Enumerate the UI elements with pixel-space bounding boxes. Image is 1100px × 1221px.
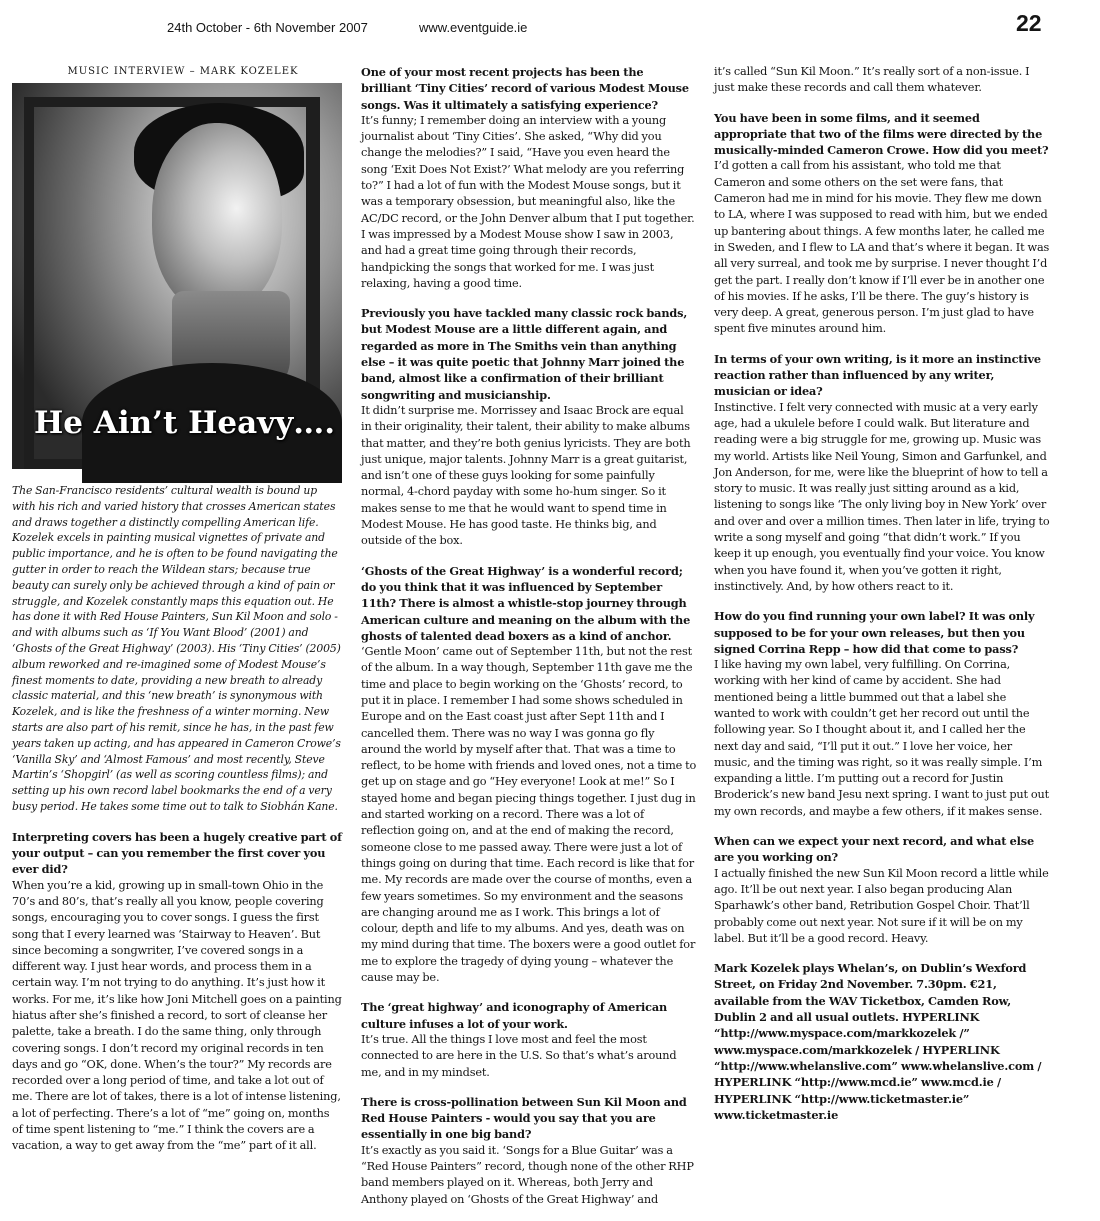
question: When can we expect your next record, and what else are you working on? <box>714 834 1035 865</box>
qa-item <box>361 563 697 987</box>
intro-paragraph: The San-Francisco residents’ cultural wealth is bound up with his rich and varied history that crosses American states and draws together a distinctly compelling American life. Kozelek excels in painting musical vignettes of private and public importance, and he is often to be found navigating the gutter in order to reach the Wildean stars; because true beauty can surely only be achieved through a kind of pain or struggle, and Kozelek constantly maps this equation out. He has done it with Red House Painters, Sun Kil Moon and solo - and with albums such as ‘If You Want Blood’ (2001) and ‘Ghosts of the Great Highway’ (2003). His ‘Tiny Cities’ (2005) album reworked and re-imagined some of Modest Mouse’s finest moments to date, providing a new breath to already classic material, and this ‘new breath’ is synonymous with Kozelek, and is like the freshness of a winter morning. New starts are also part of his remit, since he has, in the past few years taken up acting, and has appeared in Cameron Crowe’s ‘Vanilla Sky’ and ‘Almost Famous’ and most recently, Steve Martin’s ‘Shopgirl’ (as well as scoring countless films); and setting up his own record label bookmarks the end of a very busy period. He takes some time out to talk to Siobhán Kane. <box>12 484 341 813</box>
qa-item <box>12 829 342 1155</box>
photo-face <box>152 123 282 313</box>
header-url[interactable]: www.eventguide.ie <box>419 20 528 35</box>
answer: I actually finished the new Sun Kil Moon record a little while ago. It’ll be out next year. I also began producing Alan Sparhawk’s other band, Retribution Gospel Choir. That’ll probably come out next year. Not sure if it will be on my label. But it’ll be a good record. Heavy. <box>714 866 1049 945</box>
qa-item <box>361 305 697 549</box>
article-headline: He Ain’t Heavy…. <box>34 405 335 441</box>
column-3 <box>714 64 1050 1123</box>
question: One of your most recent projects has been the brilliant ‘Tiny Cities’ record of various Modest Mouse songs. Was it ultimately a satisfying experience? <box>361 65 689 112</box>
answer: Instinctive. I felt very connected with music at a very early age, had a ukulele before I could walk. But literature and reading were a big struggle for me, growing up. Music was my world. Artists like Neil Young, Simon and Garfunkel, and Jon Anderson, for me, were like the blueprint of how to tell a story to music. It was really just sitting around as a kid, listening to songs like ‘The only living boy in New York’ over and over and over a million times. Then later in life, trying to write a song myself and going “that didn’t work.” If you keep it up enough, you eventually find your voice. You know when you have found it, when you’ve gotten it right, instinctively. And, by how others react to it. <box>714 400 1050 593</box>
column-1 <box>12 66 342 1168</box>
qa-item <box>714 833 1050 947</box>
answer: It’s funny; I remember doing an interview with a young journalist about ‘Tiny Cities’. She asked, “Why did you change the melodies?” I said, “Have you even heard the song ‘Exit Does Not Exist?’ What melody are you referring to?” I had a lot of fun with the Modest Mouse songs, but it was a temporary obsession, but meaningful also, like the AC/DC record, or the John Denver album that I put together. I was impressed by a Modest Mouse show I saw in 2003, and had a great time going through their records, handpicking the songs that worked for me. I was just relaxing, having a good time. <box>361 113 695 290</box>
answer: I like having my own label, very fulfilling. On Corrina, working with her kind of came by accident. She had mentioned being a little bummed out that a label she wanted to work with couldn’t get her record out until the following year. So I thought about it, and I called her the next day and said, “I’ll put it out.” I love her voice, her music, and the timing was right, so it was really simple. I’m expanding a little. I’m putting out a record for Justin Broderick’s new band Jesu next spring. I want to just put out my own records, and maybe a few others, if it makes sense. <box>714 658 1050 818</box>
continued-answer: it’s called “Sun Kil Moon.” It’s really sort of a non-issue. I just make these records and call them whatever. <box>714 65 1030 95</box>
qa-item <box>714 351 1050 595</box>
question: In terms of your own writing, is it more an instinctive reaction rather than influenced by any writer, musician or idea? <box>714 351 1041 399</box>
section-kicker: MUSIC INTERVIEW – MARK KOZELEK <box>67 66 299 77</box>
intro-standfirst <box>12 483 342 815</box>
question: ‘Ghosts of the Great Highway’ is a wonderful record; do you think that it was influenced by September 11th? There is almost a whistle-stop journey through American culture and meaning on the album with the ghosts of talented dead boxers as a kind of anchor. <box>361 563 691 643</box>
qa-item <box>361 64 697 292</box>
question: The ‘great highway’ and iconography of American culture infuses a lot of your work. <box>361 1000 668 1031</box>
page-number: 22 <box>1016 10 1042 36</box>
qa-block-col1 <box>12 829 342 1155</box>
qa-item <box>361 999 697 1080</box>
question: You have been in some films, and it seemed appropriate that two of the films were directed by the musically-minded Cameron Crowe. How did you meet? <box>714 110 1049 158</box>
answer: It didn’t surprise me. Morrissey and Isaac Brock are equal in their originality, their talent, their ability to make albums that matter, and they’re both genius lyricists. They are both just unique, major talents. Johnny Marr is a great guitarist, and isn’t one of these guys looking for some painfully normal, 4-chord payday with some ho-hum singer. So it makes sense to me that he would want to spend time in Modest Mouse. He has good taste. He thinks big, and outside of the box. <box>361 403 691 548</box>
question: There is cross-pollination between Sun Kil Moon and Red House Painters - would you say that you are essentially in one big band? <box>361 1094 687 1142</box>
answer: It’s exactly as you said it. ‘Songs for a Blue Guitar’ was a “Red House Painters” record, though none of the other RHP band members played on it. Whereas, both Jerry and Anthony played on ‘Ghosts of the Great Highway’ and <box>361 1143 694 1206</box>
qa-item <box>714 110 1050 338</box>
answer: I’d gotten a call from his assistant, who told me that Cameron and some others on the set were fans, that Cameron had me in mind for his movie. They flew me down to LA, where I was supposed to read with him, but we ended up bantering about things. A few months later, he called me in Sweden, and I flew to LA and that’s where it began. It was all very surreal, and took me by surprise. I never thought I’d get the part. I really don’t know if I’ll ever be in another one of his movies. If he asks, I’ll be there. The guy’s history is very deep. A great, generous person. I’m just glad to have spent five minutes around him. <box>714 159 1050 336</box>
question: How do you find running your own label? It was only supposed to be for your own releases, but then you signed Corrina Repp – how did that come to pass? <box>714 609 1035 656</box>
qa-item <box>361 1094 697 1208</box>
qa-item <box>714 608 1050 820</box>
question: Previously you have tackled many classic rock bands, but Modest Mouse are a little different again, and regarded as more in The Smiths vein than anything else – it was quite poetic that Johnny Marr joined the band, almost like a confirmation of their brilliant songwriting and musicianship. <box>361 306 688 402</box>
column-2 <box>361 64 697 1221</box>
answer: When you’re a kid, growing up in small-town Ohio in the 70’s and 80’s, that’s really all you know, people covering songs, encouraging you to cover songs. I guess the first song that I every learned was ‘Stairway to Heaven’. But since becoming a songwriter, I’ve covered songs in a different way. I just hear words, and process them in a certain way. I’m not trying to do anything. It’s just how it works. For me, it’s like how Joni Mitchell goes on a painting hiatus after she’s finished a record, to sort of cleanse her palette, take a breath. I do the same thing, only through covering songs. I don’t record my original records in ten days and go “OK, done. When’s the tour?” My records are recorded over a long period of time, and take a lot out of me. There are lot of takes, there is a lot of intense listening, a lot of perfecting. There’s a lot of “me” going on, months of time spent listening to “me.” I think the covers are a vacation, a way to get away from the “me” part of it all. <box>12 878 342 1153</box>
answer: It’s true. All the things I love most and feel the most connected to are here in the U.S. So that’s what’s around me, and in my mindset. <box>361 1032 677 1079</box>
gig-details: Mark Kozelek plays Whelan’s, on Dublin’s Wexford Street, on Friday 2nd November. 7.30pm. €21, available from the WAV Ticketbox, Camden Row, Dublin 2 and all usual outlets. <box>714 961 1027 1025</box>
hyperlink-text[interactable]: HYPERLINK “http://www.myspace.com/markkozelek /” www.myspace.com/markkozelek / HYPERLINK “http://www.whelanslive.com” www.whelanslive.com / HYPERLINK “http://www.mcd.ie” www.mcd.ie / HYPERLINK “http://www.ticketmaster.ie” www.ticketmaster.ie <box>714 1010 1042 1122</box>
question: Interpreting covers has been a hugely creative part of your output – can you remember the first cover you ever did? <box>12 829 342 877</box>
header-date: 24th October - 6th November 2007 <box>167 20 368 35</box>
artist-photo <box>12 83 342 469</box>
answer: ‘Gentle Moon’ came out of September 11th, but not the rest of the album. In a way though, September 11th gave me the time and place to begin working on the ‘Ghosts’ record, to put it in place. I remember I had some shows scheduled in Europe and on the East coast just after Sept 11th and I cancelled them. There was no way I was gonna go fly around the world by myself after that. That was a time to reflect, to be home with friends and loved ones, not a time to get up on stage and go “Hey everyone! Look at me!” So I stayed home and began piecing things together. I just dug in and started working on a record. There was a lot of reflection going on, and at the end of making the record, someone close to me passed away. There were just a lot of things going on during that time. Each record is like that for me. My records are made over the course of months, even a few years sometimes. So my environment and the seasons are changing around me as I work. This brings a lot of colour, depth and life to my albums. And yes, death was on my mind during that time. The boxers were a good outlet for me to explore the tragedy of dying young – whatever the cause may be. <box>361 645 697 985</box>
gig-info <box>714 960 1050 1123</box>
